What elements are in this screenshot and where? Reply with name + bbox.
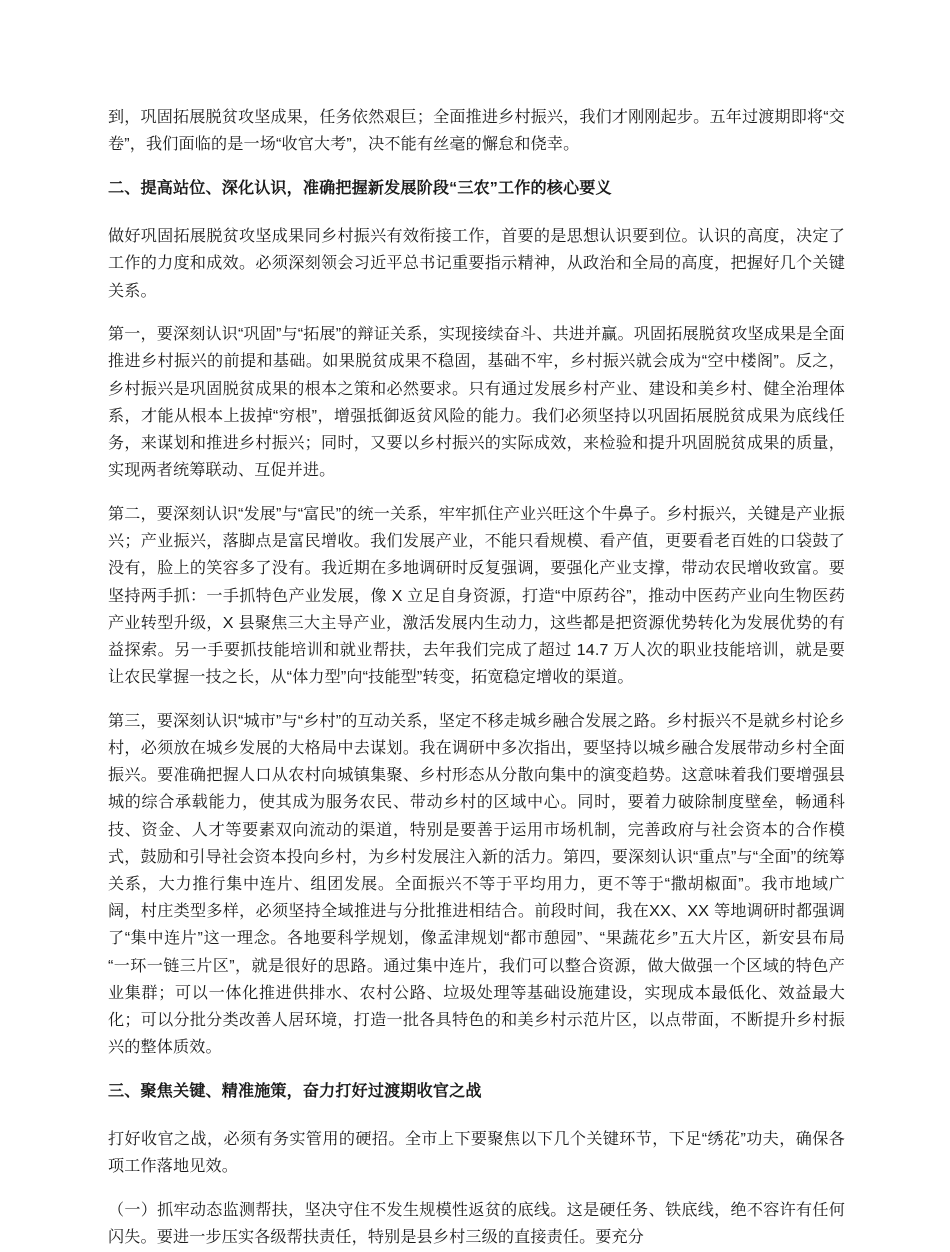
paragraph-continuation: 到，巩固拓展脱贫攻坚成果，任务依然艰巨；全面推进乡村振兴，我们才刚刚起步。五年过渡期即将“交卷”，我们面临的是一场“收官大考”，决不能有丝毫的懈怠和侥幸。 [108, 108, 845, 154]
heading-section-three: 三、聚焦关键、精准施策，奋力打好过渡期收官之战 [108, 1082, 482, 1100]
paragraph-point-three: 第三，要深刻认识“城市”与“乡村”的互动关系，坚定不移走城乡融合发展之路。乡村振兴不是就乡村论乡村，必须放在城乡发展的大格局中去谋划。我在调研中多次指出，要坚持以城乡融合发展带动乡村全面振兴。要准确把握人口从农村向城镇集聚、乡村形态从分散向集中的演变趋势。这意味着我们要增强县城的综合承载能力，使其成为服务农民、带动乡村的区域中心。同时，要着力破除制度壁垒，畅通科技、资金、人才等要素双向流动的渠道，特别是要善于运用市场机制，完善政府与社会资本的合作模式，鼓励和引导社会资本投向乡村，为乡村发展注入新的活力。第四，要深刻认识“重点”与“全面”的统筹关系，大力推行集中连片、组团发展。全面振兴不等于平均用力，更不等于“撒胡椒面”。我市地域广阔，村庄类型多样，必须坚持全域推进与分批推进相结合。前段时间，我在XX、XX 等地调研时都强调了“集中连片”这一理念。各地要科学规划，像孟津规划“都市憩园”、“果蔬花乡”五大片区，新安县布局“一环一链三片区”，就是很好的思路。通过集中连片，我们可以整合资源，做大做强一个区域的特色产业集群；可以一体化推进供排水、农村公路、垃圾处理等基础设施建设，实现成本最低化、效益最大化；可以分批分类改善人居环境，打造一批各具特色的和美乡村示范片区，以点带面，不断提升乡村振兴的整体质效。 [108, 711, 845, 1057]
document-body [108, 104, 845, 1252]
paragraph-point-one: 第一，要深刻认识“巩固”与“拓展”的辩证关系，实现接续奋斗、共进并赢。巩固拓展脱贫攻坚成果是全面推进乡村振兴的前提和基础。如果脱贫成果不稳固，基础不牢，乡村振兴就会成为“空中楼阁”。反之，乡村振兴是巩固脱贫成果的根本之策和必然要求。只有通过发展乡村产业、建设和美乡村、健全治理体系，才能从根本上拔掉“穷根”，增强抵御返贫风险的能力。我们必须坚持以巩固拓展脱贫成果为底线任务，来谋划和推进乡村振兴；同时，又要以乡村振兴的实际成效，来检验和提升巩固脱贫成果的质量，实现两者统筹联动、互促并进。 [108, 325, 845, 480]
paragraph-ideology: 做好巩固拓展脱贫攻坚成果同乡村振兴有效衔接工作，首要的是思想认识要到位。认识的高度，决定了工作的力度和成效。必须深刻领会习近平总书记重要指示精神，从政治和全局的高度，把握好几个关键关系。 [108, 227, 845, 300]
paragraph-hard-measures: 打好收官之战，必须有务实管用的硬招。全市上下要聚焦以下几个关键环节，下足“绣花”功夫，确保各项工作落地见效。 [108, 1130, 845, 1176]
heading-section-two: 二、提高站位、深化认识，准确把握新发展阶段“三农”工作的核心要义 [108, 178, 612, 197]
paragraph-point-two: 第二，要深刻认识“发展”与“富民”的统一关系，牢牢抓住产业兴旺这个牛鼻子。乡村振兴，关键是产业振兴；产业振兴，落脚点是富民增收。我们发展产业，不能只看规模、看产值，更要看老百姓的口袋鼓了没有，脸上的笑容多了没有。我近期在多地调研时反复强调，要强化产业支撑，带动农民增收致富。要坚持两手抓：一手抓特色产业发展，像 X 立足自身资源，打造“中原药谷”，推动中医药产业向生物医药产业转型升级，X 县聚焦三大主导产业，激活发展内生动力，这些都是把资源优势转化为发展优势的有益探索。另一手要抓技能培训和就业帮扶，去年我们完成了超过 14.7 万人次的职业技能培训，就是要让农民掌握一技之长，从“体力型”向“技能型”转变，拓宽稳定增收的渠道。 [108, 504, 845, 687]
paragraph-item-one: （一）抓牢动态监测帮扶，坚决守住不发生规模性返贫的底线。这是硬任务、铁底线，绝不容许有任何闪失。要进一步压实各级帮扶责任，特别是县乡村三级的直接责任。要充分 [108, 1201, 845, 1247]
